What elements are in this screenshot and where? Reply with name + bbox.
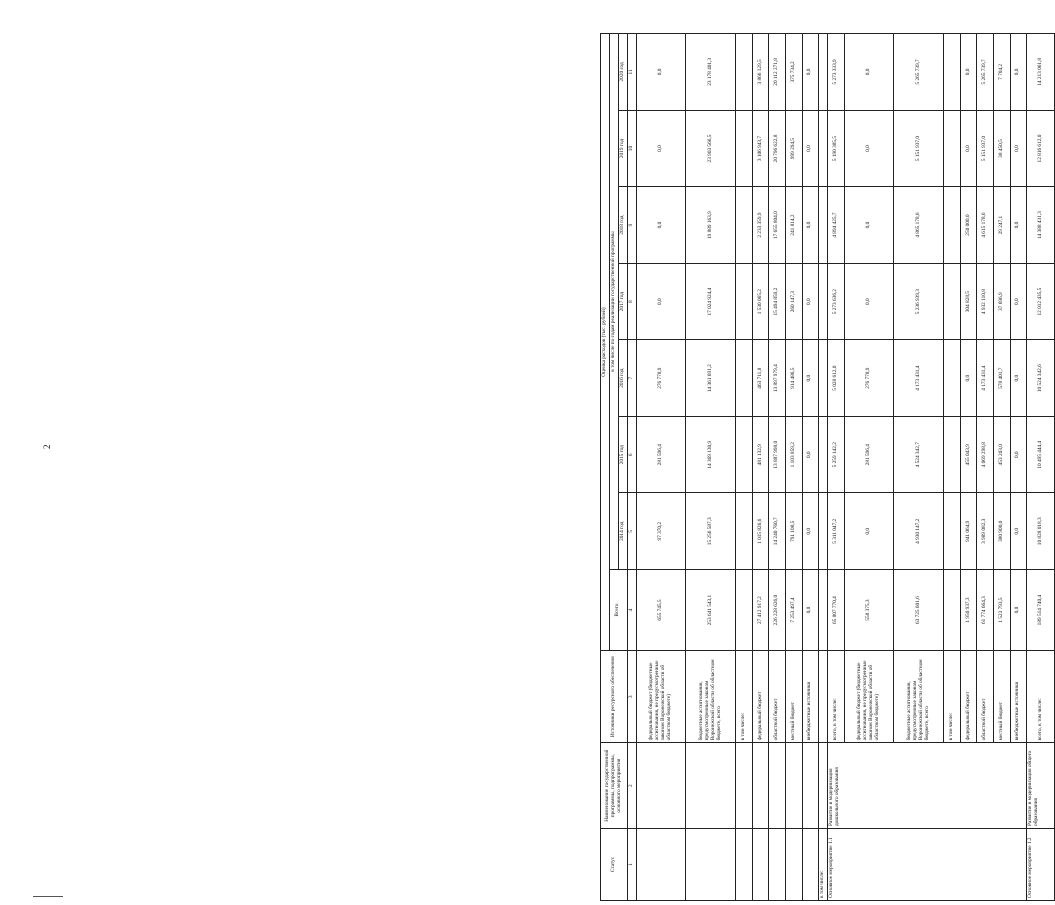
value-cell: 241 814,2 [785,187,802,264]
source-cell: всего, в том числе: [1027,651,1055,743]
source-cell: местный бюджет [993,651,1010,743]
value-cell: 481 132,9 [752,416,769,493]
value-cell: 14 240 760,7 [769,493,786,570]
value-cell: 4 865 178,6 [894,187,944,264]
empty-cell [819,110,828,187]
name-cell [636,743,686,829]
value-cell [944,110,961,187]
value-cell: 3 989 082,3 [977,493,994,570]
value-cell: 0,0 [802,34,819,111]
value-cell: 0,0 [960,340,977,417]
value-cell: 4 173 431,4 [894,340,944,417]
status-cell: в том числе: [819,828,828,900]
value-cell: 7 704,2 [993,34,1010,111]
header-by-years: в том числе по годам реализации государственной программы [609,34,618,570]
value-cell [736,416,753,493]
value-cell: 12 816 612,0 [1027,110,1055,187]
status-cell [769,828,786,900]
col-number: 7 [627,340,636,417]
value-cell: 5 151 937,0 [894,110,944,187]
empty-cell [819,416,828,493]
col-number: 1 [627,828,636,900]
header-year: 2015 год [618,416,627,493]
value-cell: 65 807 770,4 [828,570,845,651]
value-cell [944,340,961,417]
col-number: 9 [627,187,636,264]
value-cell: 791 108,5 [785,493,802,570]
empty-cell [819,340,828,417]
value-cell [736,110,753,187]
value-cell: 253 641 543,1 [686,570,736,651]
value-cell: 12 012 435,5 [1027,263,1055,340]
value-cell: 1 015 826,6 [752,493,769,570]
value-cell: 5 265 739,7 [977,34,994,111]
source-cell: федеральный бюджет (бюджетные ассигнования, не предусмотренные законом Воронежской области об областном бюджете) [636,651,686,743]
value-cell: 4 173 431,4 [977,340,994,417]
col-number: 4 [627,570,636,651]
status-cell [785,828,802,900]
empty-cell [819,187,828,264]
value-cell: 1 523 793,5 [993,570,1010,651]
value-cell: 0,0 [802,493,819,570]
value-cell: 14 388 431,3 [1027,187,1055,264]
source-cell: бюджетные ассигнования, предусмотренные законом Воронежской области об областном бюджете, всего [686,651,736,743]
col-number: 2 [627,743,636,829]
value-cell: 29 247,1 [993,187,1010,264]
value-cell: 914 486,5 [785,340,802,417]
measure-name: Развитие и модернизация общего образования [1027,743,1055,829]
value-cell: 23 178 401,3 [686,34,736,111]
value-cell: 999 294,5 [785,110,802,187]
value-cell: 20 112 271,8 [769,34,786,111]
table-body [636,34,1054,901]
value-cell: 250 000,0 [960,187,977,264]
table-row [636,34,686,901]
name-cell [785,743,802,829]
table-row [828,34,845,901]
value-cell [944,187,961,264]
value-cell: 558 375,3 [844,570,894,651]
header-estimate: Оценка расходов (тыс. рублей) [601,34,610,651]
source-cell: всего, в том числе: [828,651,845,743]
value-cell: 5 311 047,2 [828,493,845,570]
status-cell [636,828,686,900]
value-cell: 1 103 859,2 [785,416,802,493]
source-cell: областной бюджет [977,651,994,743]
rotated-table-container [600,33,1055,901]
status-cell [736,828,753,900]
value-cell: 15 494 859,2 [769,263,786,340]
value-cell: 0,0 [636,263,686,340]
value-cell: 453 203,0 [993,416,1010,493]
source-cell: областной бюджет [769,651,786,743]
value-cell: 4 615 178,6 [977,187,994,264]
value-cell [736,187,753,264]
value-cell: 0,0 [844,493,894,570]
value-cell: 5 273 636,2 [828,263,845,340]
table-row [752,34,769,901]
measure-status: Основное мероприятие 1.2 [1027,828,1055,900]
value-cell: 578 401,7 [993,340,1010,417]
value-cell: 19 889 163,9 [686,187,736,264]
col-number: 11 [627,34,636,111]
source-cell: внебюджетные источники [802,651,819,743]
value-cell: 63 725 601,6 [894,570,944,651]
value-cell: 0,0 [960,110,977,187]
empty-cell [819,34,828,111]
value-cell: 20 796 622,8 [769,110,786,187]
source-cell: федеральный бюджет (бюджетные ассигнования, не предусмотренные законом Воронежской области об областном бюджете) [844,651,894,743]
value-cell: 61 774 664,3 [977,570,994,651]
value-cell [736,263,753,340]
value-cell [736,34,753,111]
value-cell: 0,0 [960,34,977,111]
source-cell: бюджетные ассигнования, предусмотренные законом Воронежской области об областном бюджете, всего [894,651,944,743]
col-number: 6 [627,416,636,493]
value-cell: 13 897 979,4 [769,340,786,417]
source-cell: местный бюджет [785,651,802,743]
value-cell: 5 151 937,0 [977,110,994,187]
status-cell [686,828,736,900]
status-cell [802,828,819,900]
value-cell: 13 887 998,0 [769,416,786,493]
name-cell [752,743,769,829]
value-cell: 15 256 587,3 [686,493,736,570]
table-row [686,34,736,901]
budget-table [600,33,1055,901]
header-source: Источники ресурсного обеспечения [601,651,628,743]
source-cell: в том числе: [944,651,961,743]
source-cell: федеральный бюджет [752,651,769,743]
value-cell: 97 370,2 [636,493,686,570]
value-cell: 17 655 804,0 [769,187,786,264]
col-number: 5 [627,493,636,570]
header-year: 2018 год [618,187,627,264]
value-cell: 0,0 [1010,416,1027,493]
value-cell: 1 530 065,2 [752,263,769,340]
value-cell: 0,0 [636,110,686,187]
value-cell: 0,0 [636,187,686,264]
value-cell: 3 866 129,5 [752,34,769,111]
value-cell: 5 265 739,7 [894,34,944,111]
value-cell: 189 514 740,4 [1027,570,1055,651]
source-cell: федеральный бюджет [960,651,977,743]
header-year: 2016 год [618,340,627,417]
table-row [736,34,753,901]
value-cell [944,570,961,651]
value-cell [736,340,753,417]
table-row [819,34,828,901]
value-cell: 0,0 [1010,110,1027,187]
table-row [1027,34,1055,901]
name-cell [686,743,736,829]
header-year: 2017 год [618,263,627,340]
value-cell: 1 950 937,3 [960,570,977,651]
value-cell: 37 696,9 [993,263,1010,340]
header-status: Статус [601,828,628,900]
value-cell: 4 069 298,8 [977,416,994,493]
value-cell: 10 524 342,6 [1027,340,1055,417]
value-cell: 655 745,5 [636,570,686,651]
value-cell [944,34,961,111]
value-cell: 463 711,8 [752,340,769,417]
value-cell: 4 894 425,7 [828,187,845,264]
value-cell: 27 412 917,2 [752,570,769,651]
value-cell: 0,0 [802,110,819,187]
value-cell: 276 778,9 [636,340,686,417]
value-cell: 0,0 [1010,570,1027,651]
value-cell: 0,0 [802,416,819,493]
value-cell: 4 930 147,2 [894,493,944,570]
value-cell: 0,0 [1010,493,1027,570]
value-cell [944,416,961,493]
value-cell: 10 495 444,4 [1027,416,1055,493]
value-cell: 0,0 [802,340,819,417]
empty-cell [819,743,828,829]
name-cell [769,743,786,829]
measure-name: Развитие и модернизация дошкольного образования [828,743,1027,829]
value-cell: 5 273 333,9 [828,34,845,111]
value-cell: 0,0 [844,187,894,264]
value-cell: 5 236 939,3 [894,263,944,340]
page-number: 2 [42,444,52,449]
col-number: 8 [627,263,636,340]
value-cell: 0,0 [636,34,686,111]
value-cell: 4 932 110,8 [977,263,994,340]
value-cell: 0,0 [1010,340,1027,417]
value-cell: 14 213 061,8 [1027,34,1055,111]
source-cell: внебюджетные источники [1010,651,1027,743]
value-cell: 455 043,9 [960,416,977,493]
value-cell: 23 903 566,5 [686,110,736,187]
value-cell: 0,0 [844,110,894,187]
value-cell: 0,0 [1010,263,1027,340]
empty-cell [819,263,828,340]
value-cell: 304 828,5 [960,263,977,340]
value-cell: 281 596,4 [636,416,686,493]
value-cell: 14 369 130,9 [686,416,736,493]
value-cell: 276 778,9 [844,340,894,417]
value-cell: 281 596,4 [844,416,894,493]
header-name: Наименование государственной программы, подпрограммы, основного мероприятия [601,743,628,829]
value-cell: 38 450,5 [993,110,1010,187]
value-cell: 0,0 [802,570,819,651]
value-cell: 941 064,9 [960,493,977,570]
value-cell: 0,0 [1010,187,1027,264]
value-cell: 0,0 [1010,34,1027,111]
value-cell: 260 147,3 [785,263,802,340]
header-year: 2019 год [618,110,627,187]
status-cell [752,828,769,900]
value-cell: 17 024 924,4 [686,263,736,340]
value-cell: 0,0 [802,187,819,264]
value-cell: 5 028 612,0 [828,340,845,417]
empty-cell [819,570,828,651]
value-cell: 5 190 385,5 [828,110,845,187]
value-cell: 380 900,0 [993,493,1010,570]
measure-status: Основное мероприятие 1.1 [828,828,1027,900]
value-cell: 0,0 [844,263,894,340]
value-cell: 14 361 691,2 [686,340,736,417]
value-cell [944,263,961,340]
value-cell: 375 734,2 [785,34,802,111]
header-total: Всего [609,570,627,651]
value-cell: 5 259 142,2 [828,416,845,493]
value-cell: 3 106 943,7 [752,110,769,187]
value-cell [944,493,961,570]
value-cell [736,493,753,570]
col-number: 3 [627,651,636,743]
value-cell: 7 253 497,4 [785,570,802,651]
header-year: 2014 год [618,493,627,570]
col-number: 10 [627,110,636,187]
source-cell: в том числе: [736,651,753,743]
value-cell: 0,0 [802,263,819,340]
table-row [802,34,819,901]
value-cell: 226 228 626,0 [769,570,786,651]
table-row [769,34,786,901]
table-row [785,34,802,901]
value-cell [736,570,753,651]
footer-line [33,896,63,897]
name-cell [736,743,753,829]
empty-cell [819,493,828,570]
value-cell: 4 524 342,7 [894,416,944,493]
header-year: 2020 год [618,34,627,111]
empty-cell [819,651,828,743]
name-cell [802,743,819,829]
value-cell: 10 828 018,3 [1027,493,1055,570]
value-cell: 0,0 [844,34,894,111]
value-cell: 2 233 359,9 [752,187,769,264]
